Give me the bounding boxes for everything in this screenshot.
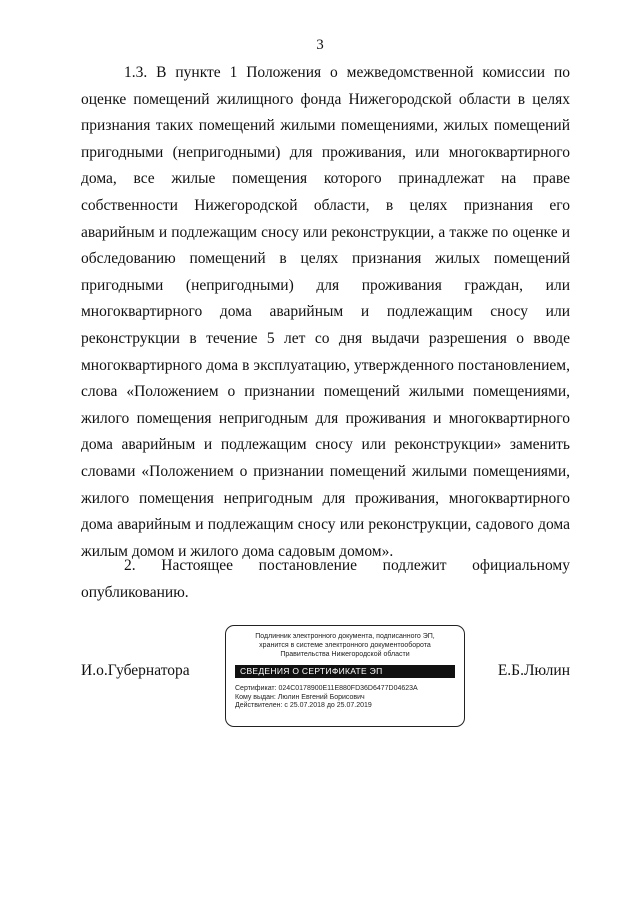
signer-name: Е.Б.Люлин <box>497 662 570 679</box>
paragraph-2: 2. Настоящее постановление подлежит официальному опубликованию. <box>81 557 570 601</box>
signer-title: И.о.Губернатора <box>81 662 190 679</box>
stamp-header-line: Подлинник электронного документа, подписанного ЭП, <box>255 633 435 640</box>
stamp-header-line: Правительства Нижегородской области <box>280 651 410 658</box>
certificate-serial: Сертификат: 024C0178900E11E880FD36D6477D04623A <box>235 685 418 692</box>
certificate-owner: Кому выдан: Люлин Евгений Борисович <box>235 693 365 701</box>
certificate-info-bar: СВЕДЕНИЯ О СЕРТИФИКАТЕ ЭП <box>235 665 455 678</box>
electronic-signature-stamp <box>225 625 465 727</box>
certificate-details <box>235 685 455 711</box>
stamp-header <box>226 632 464 659</box>
certificate-validity: Действителен: с 25.07.2018 до 25.07.2019 <box>235 702 372 709</box>
stamp-header-line: хранится в системе электронного документооборота <box>259 642 431 649</box>
page-number: 3 <box>316 37 324 53</box>
paragraph-1-3: 1.3. В пункте 1 Положения о межведомственной комиссии по оценке помещений жилищного фонда Нижегородской области в целях признания таких помещений жилыми помещениями, жилых помещений пригодными (непригодными) для проживания, или многоквартирного дома, все жилые помещения которого принадлежат на праве собственности Нижегородской области, в целях признания его аварийным и подлежащим сносу или реконструкции, а также по оценке и обследованию помещений в целях признания жилых помещений пригодными (непригодными) для проживания граждан, или многоквартирного дома аварийным и подлежащим сносу или реконструкции в течение 5 лет со дня выдачи разрешения о вводе многоквартирного дома в эксплуатацию, утвержденного постановлением, слова «Положением о признании помещений жилыми помещениями, жилого помещения непригодным для проживания и многоквартирного дома аварийным и подлежащим сносу или реконструкции» заменить словами «Положением о признании помещений жилыми помещениями, жилого помещения непригодным для проживания, многоквартирного дома аварийным и подлежащим сносу или реконструкции, садового дома жилым домом и жилого дома садовым домом». <box>81 64 570 560</box>
